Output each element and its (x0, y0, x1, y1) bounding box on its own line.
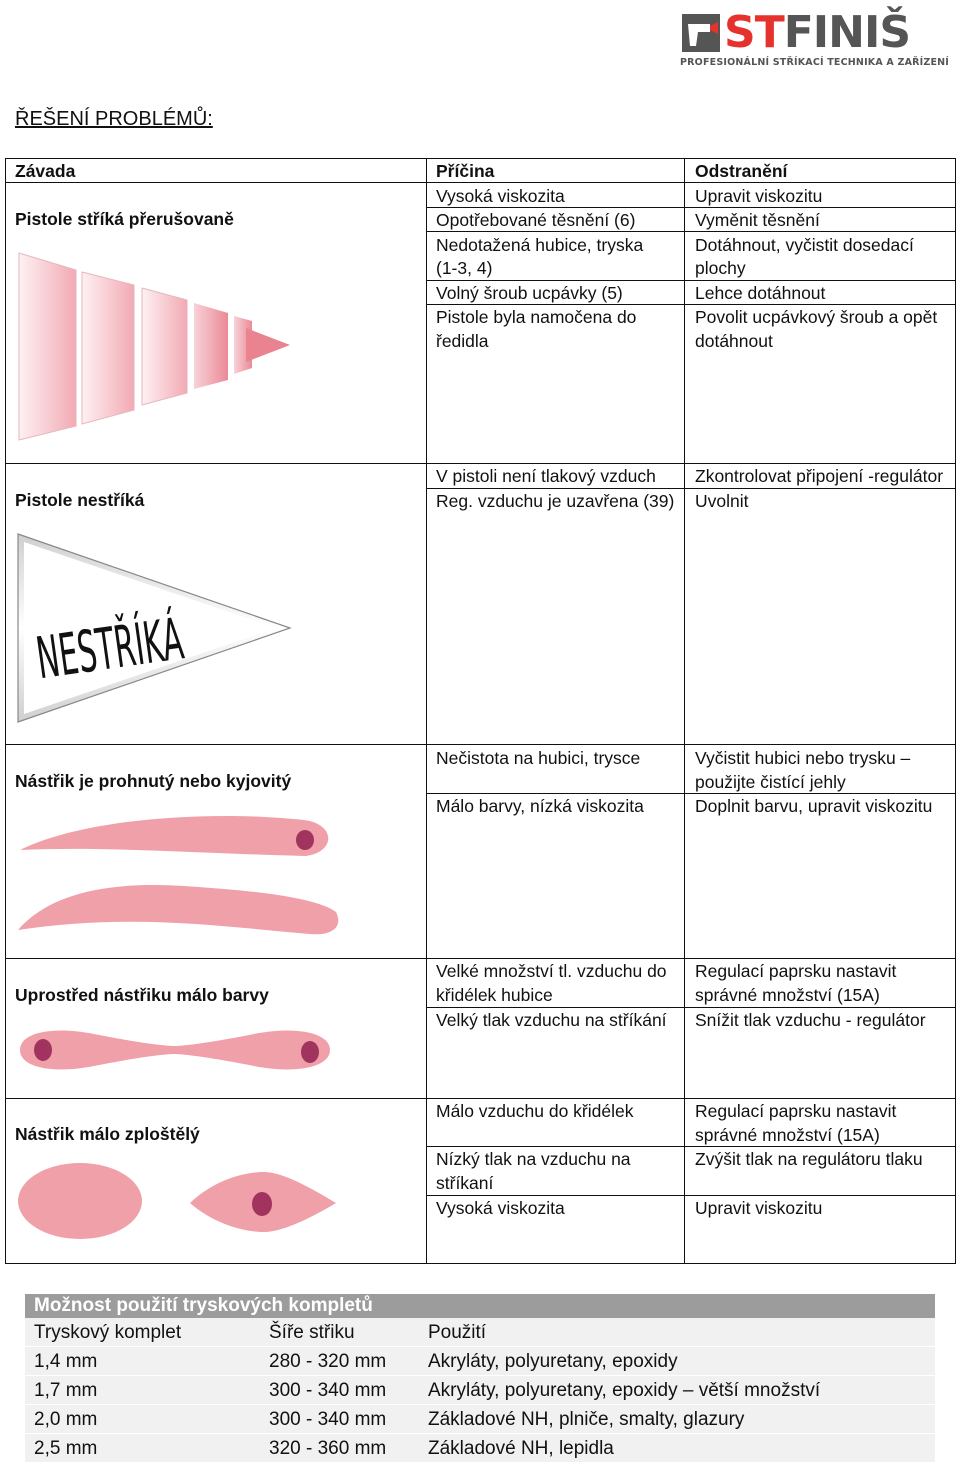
remedy-text: Regulací paprsku nastavit (695, 1101, 897, 1121)
defect-label: Nástřik je prohnutý nebo kyjovitý (15, 771, 292, 791)
header-remedy: Odstranění (695, 161, 788, 181)
spray-width-cell: 280 - 320 mm (269, 1351, 387, 1372)
remedy-text: Zkontrolovat připojení -regulátor (695, 466, 944, 486)
cause-text: Málo barvy, nízká viskozita (436, 796, 644, 816)
table-line (5, 744, 956, 745)
cause-text: Reg. vzduchu je uzavřena (39) (436, 491, 675, 511)
usage-cell: Akryláty, polyuretany, epoxidy – větší množství (428, 1380, 821, 1401)
remedy-text: dotáhnout (695, 331, 773, 351)
spray-width-cell: 300 - 340 mm (269, 1380, 387, 1401)
nozzle-size-cell: 1,4 mm (34, 1351, 98, 1372)
usage-cell: Základové NH, lepidla (428, 1438, 614, 1459)
table-border-bottom (5, 1263, 956, 1264)
nozzle-sets-table (25, 1294, 935, 1463)
remedy-text: Zvýšit tlak na regulátoru tlaku (695, 1149, 923, 1169)
spray-gun-logo-icon (680, 12, 724, 54)
defect-label: Nástřik málo zploštělý (15, 1124, 200, 1144)
logo-wordmark-st: ST (724, 7, 784, 58)
cause-text: Pistole byla namočena do (436, 307, 637, 327)
remedy-text: Snížit tlak vzduchu - regulátor (695, 1010, 926, 1030)
cause-text: (1-3, 4) (436, 258, 493, 278)
logo-tagline: PROFESIONÁLNÍ STŘÍKACÍ TECHNIKA A ZAŘÍZENÍ (680, 57, 950, 68)
remedy-text: plochy (695, 258, 746, 278)
cause-text: Nedotažená hubice, tryska (436, 235, 644, 255)
nozzle-size-cell: 2,0 mm (34, 1409, 98, 1430)
cause-text: Nečistota na hubici, trysce (436, 748, 641, 768)
defect-label: Uprostřed nástřiku málo barvy (15, 985, 269, 1005)
cause-text: Vysoká viskozita (436, 186, 565, 206)
usage-cell: Základové NH, plniče, smalty, glazury (428, 1409, 745, 1430)
column-header-usage: Použití (428, 1322, 487, 1343)
remedy-text: Lehce dotáhnout (695, 283, 826, 303)
remedy-text: Regulací paprsku nastavit (695, 961, 897, 981)
company-logo (680, 7, 950, 70)
nozzle-table-title: Možnost použití tryskových kompletů (25, 1294, 935, 1318)
table-row (25, 1376, 935, 1405)
table-row (25, 1434, 935, 1463)
defect-label: Pistole stříká přerušovaně (15, 209, 234, 229)
curved-spray-illustration (14, 812, 344, 940)
spray-width-cell: 300 - 340 mm (269, 1409, 387, 1430)
table-row (25, 1347, 935, 1376)
cause-text: Velký tlak vzduchu na stříkání (436, 1010, 667, 1030)
remedy-text: Povolit ucpávkový šroub a opět (695, 307, 938, 327)
nozzle-size-cell: 2,5 mm (34, 1438, 98, 1459)
cause-text: Volný šroub ucpávky (5) (436, 283, 623, 303)
table-row (25, 1405, 935, 1434)
page-heading: ŘEŠENÍ PROBLÉMŮ: (15, 108, 213, 130)
cause-text: Vysoká viskozita (436, 1198, 565, 1218)
column-header-nozzle-set: Tryskový komplet (34, 1322, 182, 1343)
flat-spray-illustration (14, 1160, 344, 1242)
cause-text: Opotřebované těsnění (6) (436, 210, 636, 230)
cause-text: ředidla (436, 331, 489, 351)
intermittent-spray-illustration (14, 248, 294, 448)
remedy-text: Uvolnit (695, 491, 749, 511)
cause-text: V pistoli není tlakový vzduch (436, 466, 656, 486)
remedy-text: použijte čistící jehly (695, 772, 846, 792)
header-defect: Závada (15, 161, 76, 181)
logo-wordmark-finis: FINIŠ (783, 7, 911, 58)
usage-cell: Akryláty, polyuretany, epoxidy (428, 1351, 678, 1372)
cause-text: stříkaní (436, 1173, 494, 1193)
logo-wordmark (724, 7, 911, 58)
no-spray-illustration (14, 530, 298, 728)
remedy-text: Doplnit barvu, upravit viskozitu (695, 796, 933, 816)
cause-text: Málo vzduchu do křidélek (436, 1101, 634, 1121)
nozzle-table-header-row (25, 1318, 935, 1347)
nozzle-size-cell: 1,7 mm (34, 1380, 98, 1401)
remedy-text: správné množství (15A) (695, 1125, 880, 1145)
remedy-text: Vyčistit hubici nebo trysku – (695, 748, 911, 768)
no-spray-label: NESTŘÍKÁ (32, 605, 188, 693)
remedy-text: Dotáhnout, vyčistit dosedací (695, 235, 914, 255)
defect-label: Pistole nestříká (15, 490, 145, 510)
cause-text: Nízký tlak na vzduchu na (436, 1149, 631, 1169)
remedy-text: správné množství (15A) (695, 985, 880, 1005)
thin-middle-spray-illustration (14, 1024, 334, 1076)
remedy-text: Upravit viskozitu (695, 186, 823, 206)
spray-width-cell: 320 - 360 mm (269, 1438, 387, 1459)
cause-text: křidélek hubice (436, 985, 553, 1005)
remedy-text: Vyměnit těsnění (695, 210, 820, 230)
column-header-spray-width: Šíře střiku (269, 1322, 355, 1343)
remedy-text: Upravit viskozitu (695, 1198, 823, 1218)
cause-text: Velké množství tl. vzduchu do (436, 961, 667, 981)
header-cause: Příčina (436, 161, 495, 181)
